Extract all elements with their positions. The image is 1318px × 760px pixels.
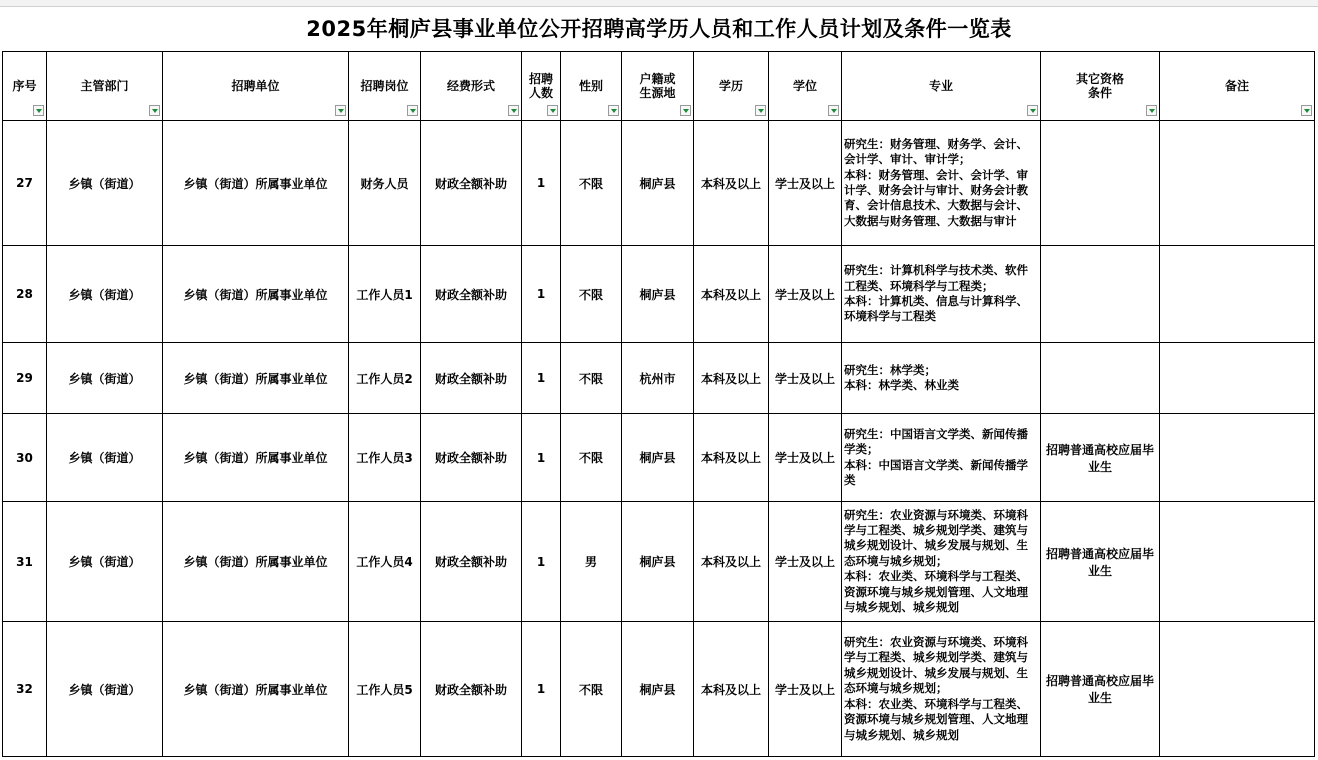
filter-dropdown-icon[interactable] (1301, 105, 1312, 116)
header-unit-text: 招聘单位 (231, 79, 280, 93)
cell-note[interactable] (1160, 246, 1314, 342)
cell-gender-text: 男 (584, 555, 597, 569)
cell-degree[interactable] (769, 343, 841, 413)
cell-edu[interactable] (694, 414, 768, 501)
cell-seq[interactable] (3, 121, 46, 245)
cell-count-text: 1 (536, 176, 546, 190)
cell-count-text: 1 (536, 287, 546, 301)
cell-edu[interactable] (694, 622, 768, 756)
cell-funding[interactable] (421, 246, 521, 342)
cell-major-text: 研究生：财务管理、财务学、会计、会计学、审计、审计学； 本科：财务管理、会计、会计学、审计学、财务会计与审计、财务会计教育、会计信息技术、大数据与会计、大数据与财务管理、大数据与审计 (844, 136, 1028, 228)
cell-count-text: 1 (536, 371, 546, 385)
header-major[interactable] (842, 52, 1040, 120)
cell-seq[interactable] (3, 246, 46, 342)
cell-unit-text: 乡镇（街道）所属事业单位 (183, 682, 328, 697)
filter-dropdown-icon[interactable] (755, 105, 766, 116)
cell-edu-text: 本科及以上 (700, 287, 761, 302)
header-origin-text: 户籍或 生源地 (639, 72, 676, 100)
cell-degree[interactable] (769, 622, 841, 756)
cell-gender[interactable] (561, 414, 621, 501)
cell-post-text: 工作人员4 (356, 555, 413, 569)
cell-count[interactable] (522, 502, 560, 621)
cell-seq[interactable] (3, 343, 46, 413)
filter-dropdown-icon[interactable] (33, 105, 44, 116)
cell-count[interactable] (522, 622, 560, 756)
filter-dropdown-icon[interactable] (149, 105, 160, 116)
header-dept-text: 主管部门 (80, 79, 129, 93)
cell-dept[interactable] (47, 121, 162, 245)
cell-count[interactable] (522, 121, 560, 245)
header-note[interactable] (1160, 52, 1314, 120)
cell-funding-text: 财政全额补助 (434, 451, 507, 465)
cell-gender[interactable] (561, 246, 621, 342)
cell-count-text: 1 (536, 682, 546, 696)
cell-post-text: 工作人员5 (356, 682, 413, 697)
cell-funding-text: 财政全额补助 (434, 176, 507, 191)
cell-post[interactable] (349, 246, 420, 342)
cell-edu-text: 本科及以上 (700, 176, 761, 191)
cell-gender-text: 不限 (578, 451, 603, 465)
cell-seq-text: 27 (16, 176, 33, 190)
cell-origin[interactable] (622, 414, 693, 501)
cell-funding[interactable] (421, 502, 521, 621)
cell-dept-text: 乡镇（街道） (68, 555, 141, 569)
cell-gender-text: 不限 (578, 682, 603, 697)
cell-unit-text: 乡镇（街道）所属事业单位 (183, 555, 328, 569)
cell-edu-text: 本科及以上 (700, 682, 761, 697)
cell-unit-text: 乡镇（街道）所属事业单位 (183, 371, 328, 386)
cell-other[interactable] (1041, 343, 1159, 413)
header-other[interactable] (1041, 52, 1159, 120)
cell-unit[interactable] (163, 414, 348, 501)
cell-dept-text: 乡镇（街道） (68, 371, 141, 386)
cell-note[interactable] (1160, 121, 1314, 245)
filter-dropdown-icon[interactable] (508, 105, 519, 116)
cell-post[interactable] (349, 121, 420, 245)
header-note-text: 备注 (1224, 79, 1249, 93)
cell-post-text: 工作人员2 (356, 371, 413, 386)
cell-dept-text: 乡镇（街道） (68, 682, 141, 697)
cell-funding-text: 财政全额补助 (434, 371, 507, 386)
cell-post[interactable] (349, 343, 420, 413)
cell-major[interactable] (842, 414, 1040, 501)
cell-other-text: 招聘普通高校应届毕业生 (1045, 546, 1154, 578)
filter-dropdown-icon[interactable] (335, 105, 346, 116)
cell-dept-text: 乡镇（街道） (68, 176, 141, 191)
cell-dept[interactable] (47, 622, 162, 756)
header-funding[interactable] (421, 52, 521, 120)
cell-other[interactable] (1041, 414, 1159, 501)
cell-other[interactable] (1041, 121, 1159, 245)
cell-major[interactable] (842, 246, 1040, 342)
cell-gender-text: 不限 (578, 176, 603, 191)
cell-unit[interactable] (163, 502, 348, 621)
header-major-text: 专业 (928, 79, 953, 93)
cell-unit[interactable] (163, 622, 348, 756)
cell-gender[interactable] (561, 343, 621, 413)
cell-degree-text: 学士及以上 (774, 451, 835, 465)
header-unit[interactable] (163, 52, 348, 120)
cell-funding[interactable] (421, 121, 521, 245)
cell-note[interactable] (1160, 343, 1314, 413)
cell-origin-text: 桐庐县 (639, 451, 676, 465)
cell-degree[interactable] (769, 246, 841, 342)
cell-count[interactable] (522, 343, 560, 413)
cell-major-text: 研究生：林学类； 本科：林学类、林业类 (844, 362, 959, 392)
cell-degree-text: 学士及以上 (774, 555, 835, 569)
header-other-text: 其它资格 条件 (1075, 72, 1124, 100)
cell-origin-text: 桐庐县 (639, 555, 676, 569)
cell-post-text: 工作人员3 (356, 451, 413, 465)
cell-count-text: 1 (536, 554, 546, 569)
cell-gender[interactable] (561, 502, 621, 621)
header-seq-text: 序号 (12, 79, 37, 93)
cell-edu-text: 本科及以上 (700, 451, 761, 465)
cell-origin-text: 杭州市 (639, 371, 676, 386)
cell-note[interactable] (1160, 414, 1314, 501)
cell-unit-text: 乡镇（街道）所属事业单位 (183, 451, 328, 465)
cell-dept-text: 乡镇（街道） (68, 451, 141, 465)
cell-degree[interactable] (769, 121, 841, 245)
cell-note[interactable] (1160, 502, 1314, 621)
cell-major-text: 研究生：农业资源与环境类、环境科学与工程类、城乡规划学类、建筑与城乡规划设计、城乡发展与规划、生态环境与城乡规划； 本科：农业类、环境科学与工程类、资源环境与城乡规划管理、人文地理与城乡规划、城乡规划 (844, 635, 1028, 742)
filter-dropdown-icon[interactable] (608, 105, 619, 116)
cell-funding[interactable] (421, 343, 521, 413)
cell-origin[interactable] (622, 343, 693, 413)
cell-other[interactable] (1041, 622, 1159, 756)
cell-dept-text: 乡镇（街道） (68, 287, 141, 302)
cell-count[interactable] (522, 414, 560, 501)
cell-origin-text: 桐庐县 (639, 287, 676, 302)
cell-count[interactable] (522, 246, 560, 342)
filter-dropdown-icon[interactable] (1146, 105, 1157, 116)
cell-unit-text: 乡镇（街道）所属事业单位 (183, 176, 328, 191)
cell-major[interactable] (842, 121, 1040, 245)
cell-major[interactable] (842, 622, 1040, 756)
cell-origin-text: 桐庐县 (639, 176, 676, 191)
cell-edu-text: 本科及以上 (700, 371, 761, 386)
cell-seq-text: 31 (16, 554, 33, 569)
cell-seq-text: 28 (16, 287, 33, 301)
grid-line (1314, 51, 1315, 756)
cell-unit[interactable] (163, 246, 348, 342)
cell-note[interactable] (1160, 622, 1314, 756)
cell-dept[interactable] (47, 502, 162, 621)
cell-edu[interactable] (694, 502, 768, 621)
header-funding-text: 经费形式 (446, 79, 495, 93)
cell-funding-text: 财政全额补助 (434, 287, 507, 302)
cell-post-text: 财务人员 (360, 176, 409, 191)
header-dept[interactable] (47, 52, 162, 120)
cell-origin[interactable] (622, 622, 693, 756)
cell-degree-text: 学士及以上 (774, 287, 835, 302)
cell-major-text: 研究生：中国语言文学类、新闻传播学类； 本科：中国语言文学类、新闻传播学类 (844, 426, 1028, 487)
cell-degree[interactable] (769, 502, 841, 621)
cell-gender-text: 不限 (578, 287, 603, 302)
page-title: 2025年桐庐县事业单位公开招聘高学历人员和工作人员计划及条件一览表 (306, 17, 1012, 41)
cell-major[interactable] (842, 502, 1040, 621)
cell-other[interactable] (1041, 246, 1159, 342)
header-post-text: 招聘岗位 (360, 79, 409, 93)
grid-line (2, 756, 1315, 757)
cell-degree-text: 学士及以上 (774, 682, 835, 697)
cell-post[interactable] (349, 502, 420, 621)
cell-edu[interactable] (694, 246, 768, 342)
cell-unit[interactable] (163, 121, 348, 245)
cell-gender[interactable] (561, 622, 621, 756)
cell-origin-text: 桐庐县 (639, 682, 676, 697)
cell-funding[interactable] (421, 414, 521, 501)
cell-other-text: 招聘普通高校应届毕业生 (1045, 674, 1154, 705)
cell-other[interactable] (1041, 502, 1159, 621)
column-header-strip (0, 0, 1318, 7)
cell-other-text: 招聘普通高校应届毕业生 (1045, 442, 1154, 474)
cell-degree-text: 学士及以上 (774, 371, 835, 386)
cell-major-text: 研究生：农业资源与环境类、环境科学与工程类、城乡规划学类、建筑与城乡规划设计、城乡发展与规划、生态环境与城乡规划； 本科：农业类、环境科学与工程类、资源环境与城乡规划管理、人文地理与城乡规划、城乡规划 (844, 507, 1028, 615)
header-count-text: 招聘 人数 (528, 72, 553, 100)
cell-dept[interactable] (47, 414, 162, 501)
cell-post[interactable] (349, 622, 420, 756)
cell-seq[interactable] (3, 622, 46, 756)
cell-edu[interactable] (694, 343, 768, 413)
header-gender-text: 性别 (578, 79, 603, 93)
filter-dropdown-icon[interactable] (680, 105, 691, 116)
filter-dropdown-icon[interactable] (828, 105, 839, 116)
cell-funding-text: 财政全额补助 (434, 682, 507, 697)
cell-degree[interactable] (769, 414, 841, 501)
cell-origin[interactable] (622, 121, 693, 245)
cell-dept[interactable] (47, 246, 162, 342)
cell-seq-text: 32 (16, 682, 33, 696)
header-degree-text: 学位 (792, 79, 817, 93)
filter-dropdown-icon[interactable] (547, 105, 558, 116)
cell-funding[interactable] (421, 622, 521, 756)
cell-post[interactable] (349, 414, 420, 501)
cell-funding-text: 财政全额补助 (434, 555, 507, 569)
header-edu-text: 学历 (718, 79, 743, 93)
filter-dropdown-icon[interactable] (407, 105, 418, 116)
cell-gender-text: 不限 (578, 371, 603, 386)
cell-major-text: 研究生：计算机科学与技术类、软件工程类、环境科学与工程类； 本科：计算机类、信息与计算科学、环境科学与工程类 (844, 263, 1028, 324)
filter-dropdown-icon[interactable] (1027, 105, 1038, 116)
cell-major[interactable] (842, 343, 1040, 413)
cell-gender[interactable] (561, 121, 621, 245)
cell-seq-text: 29 (16, 371, 33, 385)
cell-post-text: 工作人员1 (356, 287, 413, 302)
cell-unit-text: 乡镇（街道）所属事业单位 (183, 287, 328, 302)
cell-edu[interactable] (694, 121, 768, 245)
cell-edu-text: 本科及以上 (700, 555, 761, 569)
cell-seq-text: 30 (16, 450, 33, 465)
cell-origin[interactable] (622, 502, 693, 621)
cell-seq[interactable] (3, 502, 46, 621)
cell-seq[interactable] (3, 414, 46, 501)
cell-origin[interactable] (622, 246, 693, 342)
cell-count-text: 1 (536, 450, 546, 465)
cell-degree-text: 学士及以上 (774, 176, 835, 191)
cell-dept[interactable] (47, 343, 162, 413)
cell-unit[interactable] (163, 343, 348, 413)
